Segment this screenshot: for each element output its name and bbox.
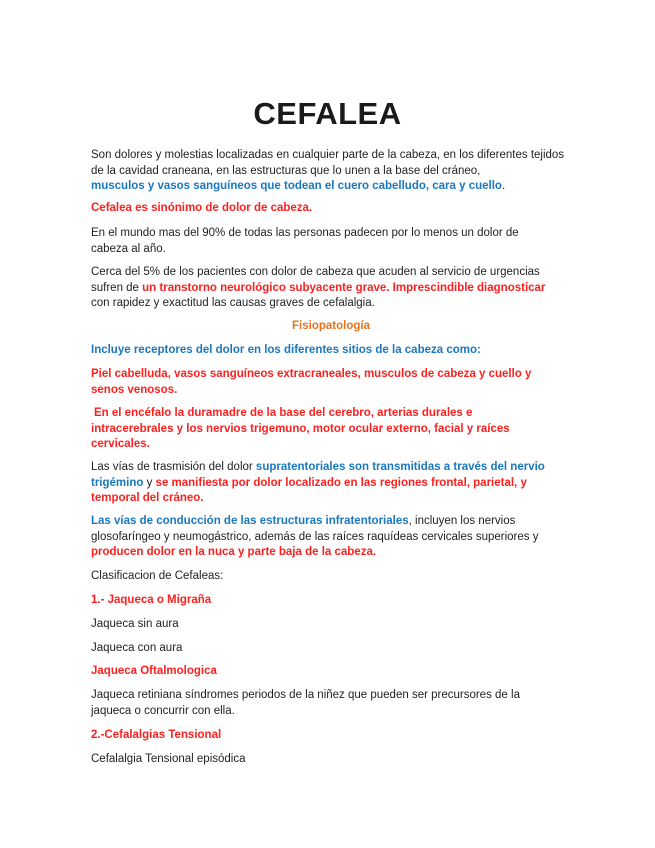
- brain-paragraph: En el encéfalo la duramadre de la base del cerebro, arterias durales e intracerebrales y los nervios trigemuno, motor ocular externo, facial y raíces cervicales.: [91, 407, 510, 450]
- supratentorial-paragraph: [91, 460, 566, 507]
- urgency-paragraph: [91, 265, 563, 312]
- urgency-tail: con rapidez y exactitud las causas graves de cefalalgia.: [91, 297, 375, 309]
- urgency-diagnose: Imprescindible diagnosticar: [392, 281, 546, 294]
- heading-jaqueca-oftalmologica: Jaqueca Oftalmologica: [91, 665, 217, 677]
- intro-period: .: [501, 180, 506, 192]
- supra-text: Las vías de trasmisión del dolor: [91, 461, 253, 473]
- heading-tensional: 2.-Cefalalgias Tensional: [91, 729, 222, 741]
- heading-jaqueca: 1.- Jaqueca o Migraña: [91, 594, 212, 606]
- classification-label: Clasificacion de Cefaleas:: [91, 570, 224, 582]
- jaqueca-sin-aura: Jaqueca sin aura: [91, 618, 179, 630]
- supra-highlight: supratentoriales son transmitidas a través del nervio trigémino: [91, 461, 545, 489]
- infratentorial-paragraph: [91, 514, 561, 561]
- intro-highlight: musculos y vasos sanguíneos que todean el cuero cabelludo, cara y cuello: [91, 180, 502, 192]
- section-heading-fisiopatologia: Fisiopatología: [292, 320, 370, 332]
- jaqueca-con-aura: Jaqueca con aura: [91, 642, 183, 654]
- prevalence-paragraph: En el mundo mas del 90% de todas las personas padecen por lo menos un dolor de cabeza al año.: [91, 227, 519, 255]
- synonym-paragraph: Cefalea es sinónimo de dolor de cabeza.: [91, 202, 313, 214]
- intro-paragraph: [91, 148, 571, 195]
- supra-manifest: se manifiesta por dolor localizado en las regiones frontal, parietal, y temporal del cráneo.: [91, 476, 527, 504]
- infra-text: , incluyen los nervios glosofaríngeo y neumogástrico, además de las raíces raquídeas cervicales superiores y: [91, 515, 539, 543]
- infra-highlight: Las vías de conducción de las estructuras infratentoriales: [91, 515, 409, 527]
- supra-and: y: [146, 476, 153, 489]
- receptors-paragraph: Incluye receptores del dolor en los diferentes sitios de la cabeza como:: [91, 344, 481, 356]
- urgency-period: .: [386, 281, 390, 294]
- retinal-paragraph: Jaqueca retiniana síndromes periodos de la niñez que pueden ser precursores de la jaqueca o concurrir con ella.: [91, 689, 520, 717]
- tensional-episodica: Cefalalgia Tensional episódica: [91, 753, 246, 765]
- skin-paragraph: Piel cabelluda, vasos sanguíneos extracraneales, musculos de cabeza y cuello y senos venosos.: [91, 368, 532, 396]
- urgency-text: Cerca del 5% de los pacientes con dolor de cabeza que acuden al servicio de urgencias sufren de: [91, 266, 540, 294]
- intro-text: Son dolores y molestias localizadas en cualquier parte de la cabeza, en los diferentes tejidos de la cavidad craneana, en las estructuras que lo unen a la base del cráneo,: [91, 149, 565, 177]
- page-title: CEFALEA: [253, 96, 402, 131]
- urgency-highlight: un transtorno neurológico subyacente grave: [142, 281, 387, 294]
- infra-produce: producen dolor en la nuca y parte baja de la cabeza.: [91, 546, 377, 558]
